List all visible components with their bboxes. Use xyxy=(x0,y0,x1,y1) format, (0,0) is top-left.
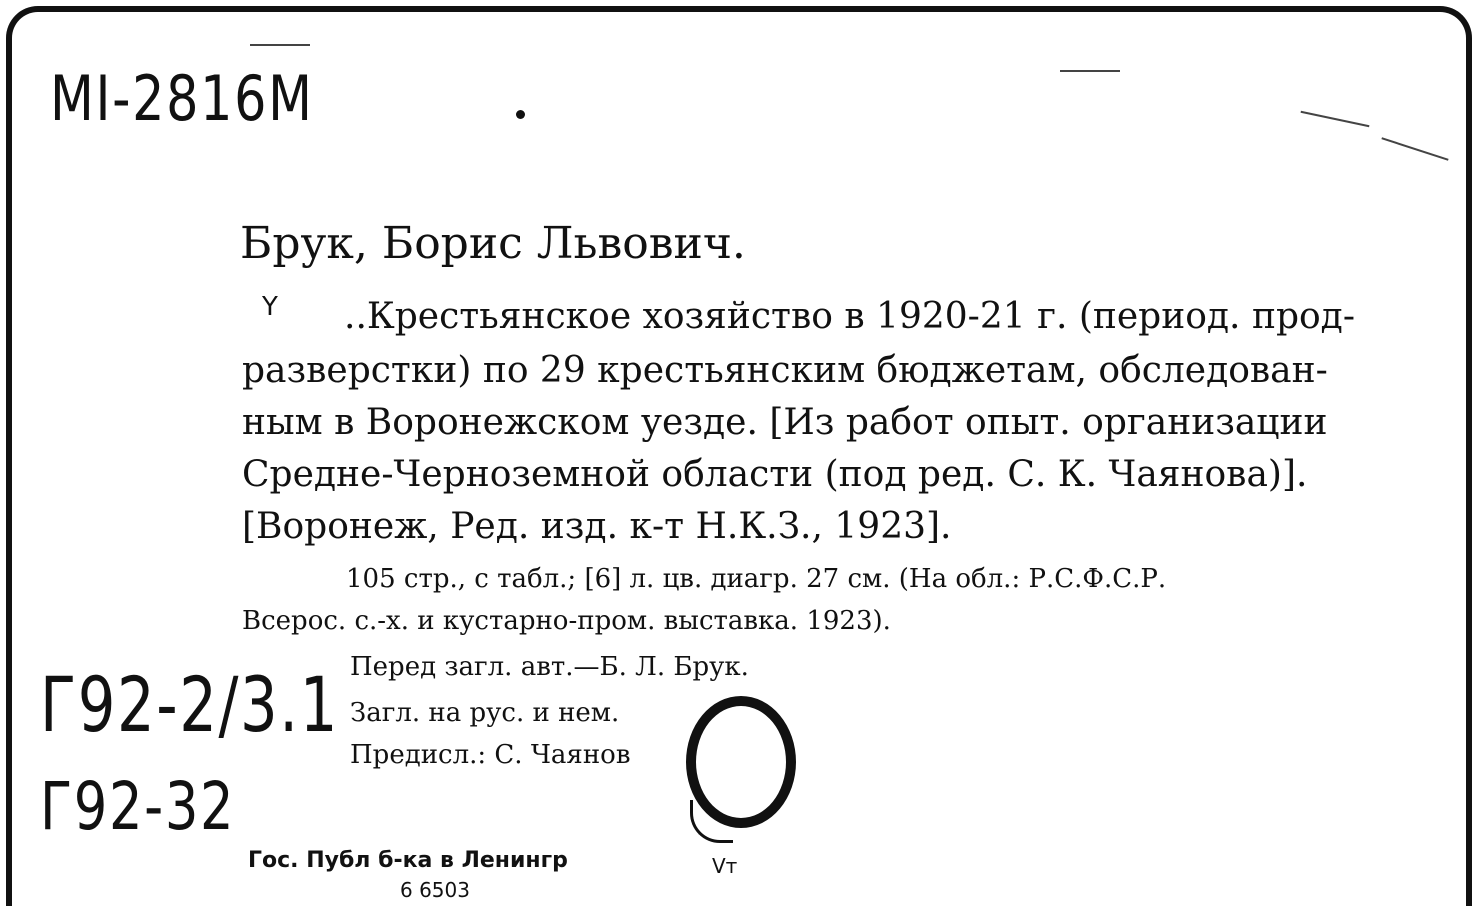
collation-line-2: Всерос. с.-х. и кустарно-пром. выставка. 1923). xyxy=(242,606,891,636)
scratch-mark xyxy=(250,44,310,46)
title-line-2: разверстки) по 29 крестьянским бюджетам, обследован- xyxy=(242,350,1328,391)
note-title-lang: Загл. на рус. и нем. xyxy=(350,698,620,728)
title-line-4: Средне-Черноземной области (под ред. С. К. Чаянова)]. xyxy=(242,454,1308,495)
note-preface: Предисл.: С. Чаянов xyxy=(350,740,631,770)
stamp-number: 6 6503 xyxy=(400,878,470,902)
note-author: Перед загл. авт.—Б. Л. Брук. xyxy=(350,652,749,682)
title-line-1: ..Крестьянское хозяйство в 1920-21 г. (период. прод- xyxy=(344,296,1355,337)
shelfmark-left-1: Г92-2/3.1 xyxy=(40,660,339,749)
shelfmark-left-2: Г92-32 xyxy=(40,768,236,845)
corner-mark: Vт xyxy=(712,854,738,878)
ink-dot xyxy=(516,110,525,119)
scratch-mark xyxy=(1060,70,1120,72)
library-stamp: Гос. Публ б-ка в Ленингр xyxy=(248,848,568,873)
margin-mark: Y xyxy=(262,292,278,322)
title-line-3: ным в Воронежском уезде. [Из работ опыт. организации xyxy=(242,402,1328,443)
shelfmark-top: MI-2816M xyxy=(50,62,314,135)
author-heading: Брук, Борис Львович. xyxy=(240,218,746,269)
collation-line-1: 105 стр., с табл.; [6] л. цв. диагр. 27 см. (На обл.: Р.С.Ф.С.Р. xyxy=(346,564,1167,594)
title-line-5: [Воронеж, Ред. изд. к-т Н.К.З., 1923]. xyxy=(242,506,952,547)
